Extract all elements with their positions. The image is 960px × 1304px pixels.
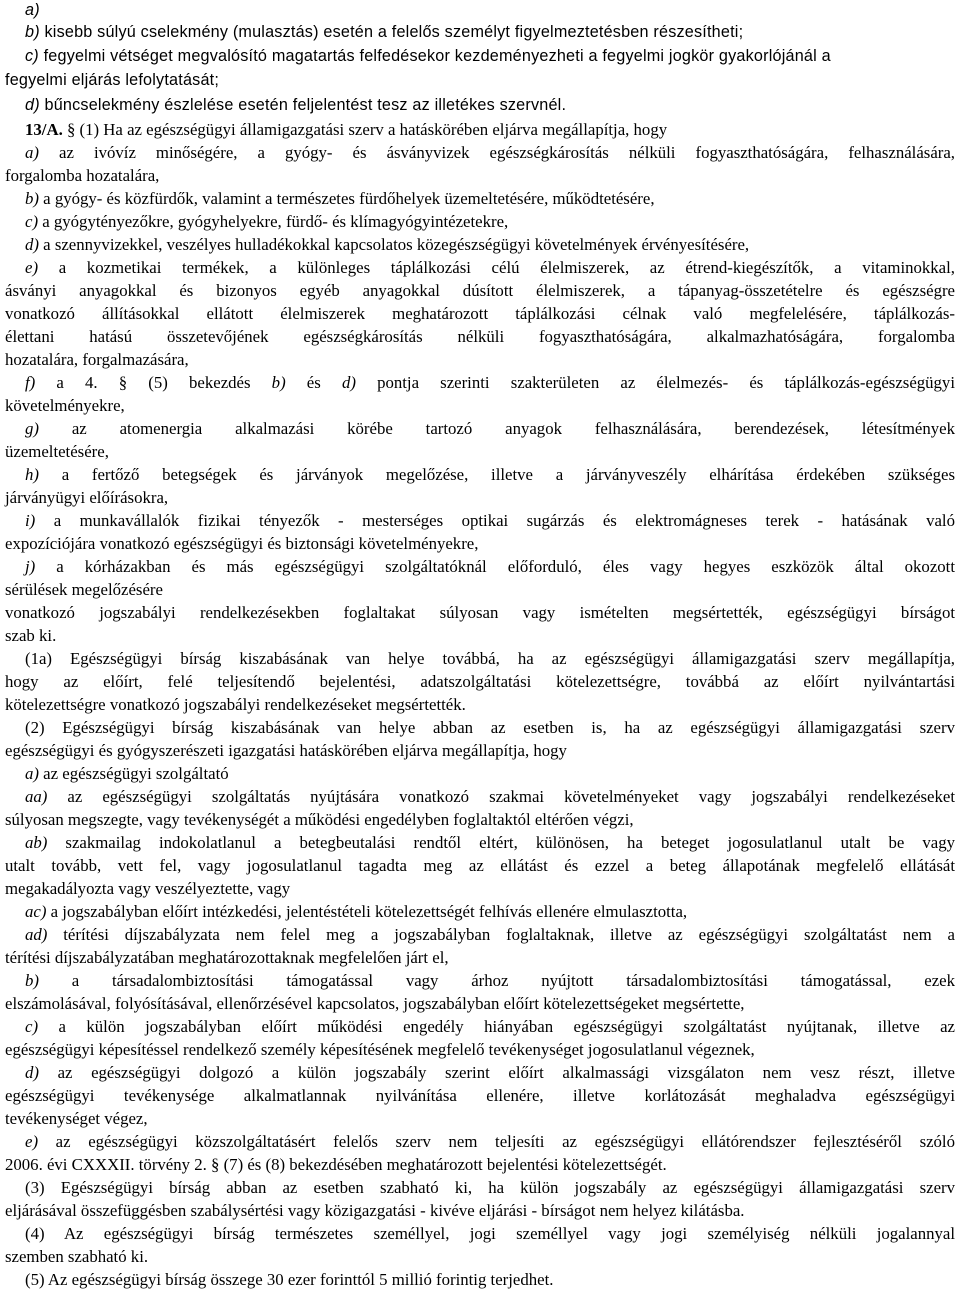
text-line: ad) térítési díjszabályzata nem felel meg a jogszabályban foglaltaknak, illetve az egészségügyi szolgáltatást nem a xyxy=(25,925,955,944)
text-line: egészségügyi tevékenysége alkalmatlannak nyilvánítása ellenére, illetve korlátozását meghaladva egészségügyi xyxy=(5,1086,955,1105)
text-line: járványügyi előírásokra, xyxy=(5,488,169,507)
text-line: g) az atomenergia alkalmazási körébe tartozó anyagok felhasználására, berendezések, létesítmények xyxy=(25,419,955,438)
text-line: j) a kórházakban és más egészségügyi szolgáltatóknál előforduló, éles vagy hegyes eszközök által okozott xyxy=(25,557,955,576)
text-line: szemben szabható ki. xyxy=(5,1247,149,1266)
text-line: súlyosan megszegte, vagy tevékenységét a működési engedélyben foglaltaktól eltérően végzi, xyxy=(5,810,634,829)
text-line: a) az egészségügyi szolgáltató xyxy=(25,764,229,783)
text-line: kötelezettségre vonatkozó jogszabályi rendelkezéseket megsértették. xyxy=(5,695,466,714)
text-line: a) xyxy=(25,1,40,19)
text-line: utalt tovább, vett fel, vagy jogosulatlanul tagadta meg az ellátást és ezzel a beteg állapotának megfelelő ellátását xyxy=(5,856,955,875)
text-line: egészségügyi képesítéssel rendelkező személy képesítésének megfelelő tevékenységet jogosulatlanul végeznek, xyxy=(5,1040,755,1059)
text-line: a) az ivóvíz minőségére, a gyógy- és ásványvizek egészségkárosítás nélküli fogyaszthatóságára, felhasználására, xyxy=(25,143,955,162)
text-line: b) kisebb súlyú cselekmény (mulasztás) esetén a felelős személyt figyelmeztetésben részesítheti; xyxy=(25,23,744,41)
text-line: d) a szennyvizekkel, veszélyes hulladékokkal kapcsolatos közegészségügyi követelmények érvényesítésére, xyxy=(25,235,750,254)
text-line: aa) az egészségügyi szolgáltatás nyújtására vonatkozó szakmai követelményeket vagy jogszabályi rendelkezéseket xyxy=(25,787,955,806)
text-line: fegyelmi eljárás lefolytatását; xyxy=(5,71,220,89)
text-line: sérülések megelőzésére xyxy=(5,580,163,599)
text-line: b) a gyógy- és közfürdők, valamint a természetes fürdőhelyek üzemeltetésére, működtetésére, xyxy=(25,189,655,208)
text-line: e) az egészségügyi közszolgáltatásért felelős szerv nem teljesíti az egészségügyi ellátórendszer fejlesztéséről szóló xyxy=(25,1132,955,1151)
text-line: (4) Az egészségügyi bírság természetes személlyel, jogi személlyel vagy jogi személyiség nélküli jogalannyal xyxy=(25,1224,955,1243)
text-line: hozatalára, forgalmazására, xyxy=(5,350,189,369)
text-line: expozíciójára vonatkozó egészségügyi és biztonsági követelményekre, xyxy=(5,534,479,553)
text-line: e) a kozmetikai termékek, a különleges táplálkozási célú élelmiszerek, az étrend-kiegészítők, a vitaminokkal, xyxy=(25,258,955,277)
text-line: d) az egészségügyi dolgozó a külön jogszabály szerint előírt alkalmassági vizsgálaton nem vesz részt, illetve xyxy=(25,1063,955,1082)
text-line: eljárásával összefüggésben szabálysértési vagy közigazgatási - kivéve eljárási - bírságot nem helyez kilátásba. xyxy=(5,1201,745,1220)
text-line: c) fegyelmi vétséget megvalósító magatartás felfedésekor kezdeményezheti a fegyelmi jogkör gyakorlójánál a xyxy=(25,47,831,65)
text-line: élettani hatású összetevőjének egészségkárosítás nélküli fogyaszthatóságára, alkalmazhatóságára, forgalomba xyxy=(5,327,955,346)
text-line: üzemeltetésére, xyxy=(5,442,109,461)
text-line: (1a) Egészségügyi bírság kiszabásának van helye továbbá, ha az egészségügyi államigazgatási szerv megállapítja, xyxy=(25,649,955,668)
text-line: szab ki. xyxy=(5,626,57,645)
text-line: (2) Egészségügyi bírság kiszabásának van helye abban az esetben is, ha az egészségügyi államigazgatási szerv xyxy=(25,718,955,737)
text-line: ásványi anyagokkal és bizonyos egyéb anyagokkal dúsított élelmiszerek, a tápanyag-összetételre és egészségre xyxy=(5,281,955,300)
text-line: d) bűncselekmény észlelése esetén feljelentést tesz az illetékes szervnél. xyxy=(25,96,567,114)
text-line: elszámolásával, folyósításával, ellenőrzésével kapcsolatos, jogszabályban előírt kötelezettségeket megsértette, xyxy=(5,994,745,1013)
text-line: (3) Egészségügyi bírság abban az esetben szabható ki, ha külön jogszabály az egészségügyi államigazgatási szerv xyxy=(25,1178,955,1197)
text-line: ab) szakmailag indokolatlanul a betegbeutalási rendtől eltért, különösen, ha beteget jogosulatlanul utalt be vagy xyxy=(25,833,955,852)
text-line: megakadályozta vagy veszélyeztette, vagy xyxy=(5,879,291,898)
section-heading-line: 13/A. § (1) Ha az egészségügyi államigazgatási szerv a hatáskörében eljárva megállapítja, hogy xyxy=(25,120,668,139)
text-line: térítési díjszabályzatában meghatározottaknak megfelelően járt el, xyxy=(5,948,449,967)
text-line: vonatkozó jogszabályi rendelkezésekben foglaltakat súlyosan vagy ismételten megsértették, egészségügyi bírságot xyxy=(5,603,955,622)
text-line: i) a munkavállalók fizikai tényezők - mesterséges optikai sugárzás és elektromágneses terek - hatásának való xyxy=(25,511,955,530)
text-line: 2006. évi CXXXII. törvény 2. § (7) és (8) bekezdésében meghatározott bejelentési kötelezettségét. xyxy=(5,1155,667,1174)
text-line: (5) Az egészségügyi bírság összege 30 ezer forinttól 5 millió forintig terjedhet. xyxy=(25,1270,554,1289)
text-line: b) a társadalombiztosítási támogatással vagy árhoz nyújtott társadalombiztosítási támogatással, ezek xyxy=(25,971,955,990)
text-line: forgalomba hozatalára, xyxy=(5,166,160,185)
text-line: f) a 4. § (5) bekezdés b) és d) pontja szerinti szakterületen az élelmezés- és táplálkozás-egészségügyi xyxy=(25,373,955,392)
text-line: c) a gyógytényezőkre, gyógyhelyekre, fürdő- és klímagyógyintézetekre, xyxy=(25,212,509,231)
text-line: hogy az előírt, felé teljesítendő bejelentési, adatszolgáltatási kötelezettségre, továbbá az előírt nyilvántartási xyxy=(5,672,955,691)
text-line: egészségügyi és gyógyszerészeti igazgatási hatáskörében eljárva megállapítja, hogy xyxy=(5,741,567,760)
text-line: vonatkozó állításokkal ellátott élelmiszerek meghatározott táplálkozási célnak való megfelelésére, táplálkozás- xyxy=(5,304,955,323)
text-line: tevékenységet végez, xyxy=(5,1109,148,1128)
text-line: ac) a jogszabályban előírt intézkedési, jelentéstételi kötelezettségét felhívás ellenére elmulasztotta, xyxy=(25,902,688,921)
text-line: c) a külön jogszabályban előírt működési engedély hiányában egészségügyi szolgáltatást nyújtanak, illetve az xyxy=(25,1017,955,1036)
text-line: követelményekre, xyxy=(5,396,125,415)
text-line: h) a fertőző betegségek és járványok megelőzése, illetve a járványveszély elhárítása érdekében szükséges xyxy=(25,465,955,484)
